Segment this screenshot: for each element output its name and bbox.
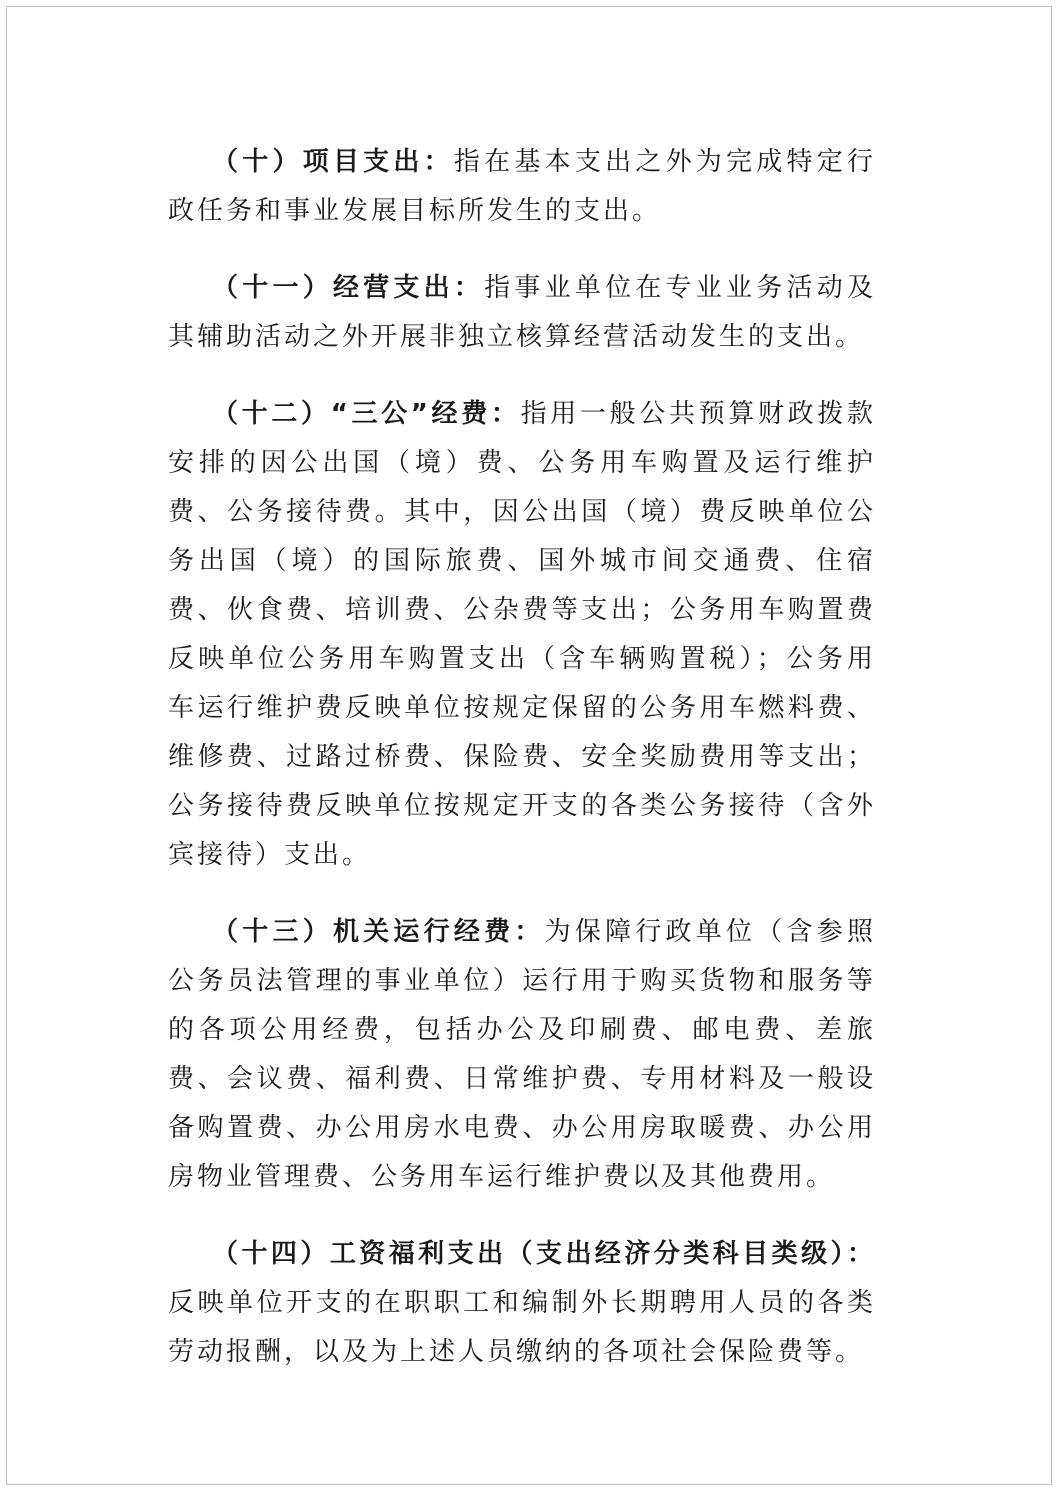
paragraph-three-public-expenses bbox=[168, 390, 876, 880]
term-definition: 指在基本支出之外为完成特定行政任务和事业发展目标所发生的支出。 bbox=[168, 147, 876, 226]
document-body bbox=[168, 138, 876, 1405]
term-heading: （十二）“三公”经费： bbox=[212, 399, 521, 429]
paragraph-project-expenditure bbox=[168, 138, 876, 236]
term-heading: （十）项目支出： bbox=[212, 147, 454, 177]
paragraph-wages-benefits bbox=[168, 1230, 876, 1377]
term-definition: 为保障行政单位（含参照公务员法管理的事业单位）运行用于购买货物和服务等的各项公用经费，包括办公及印刷费、邮电费、差旅费、会议费、福利费、日常维护费、专用材料及一般设备购置费、办公用房水电费、办公用房取暖费、办公用房物业管理费、公务用车运行维护费以及其他费用。 bbox=[168, 917, 876, 1192]
paragraph-agency-operating-funds bbox=[168, 908, 876, 1202]
term-heading: （十一）经营支出： bbox=[212, 273, 485, 303]
term-heading: （十三）机关运行经费： bbox=[212, 917, 545, 947]
paragraph-operating-expenditure bbox=[168, 264, 876, 362]
term-definition: 反映单位开支的在职职工和编制外长期聘用人员的各类劳动报酬，以及为上述人员缴纳的各项社会保险费等。 bbox=[168, 1288, 876, 1367]
term-heading: （十四）工资福利支出（支出经济分类科目类级）： bbox=[212, 1239, 876, 1269]
term-definition: 指用一般公共预算财政拨款安排的因公出国（境）费、公务用车购置及运行维护费、公务接待费。其中，因公出国（境）费反映单位公务出国（境）的国际旅费、国外城市间交通费、住宿费、伙食费、培训费、公杂费等支出；公务用车购置费反映单位公务用车购置支出（含车辆购置税）；公务用车运行维护费反映单位按规定保留的公务用车燃料费、维修费、过路过桥费、保险费、安全奖励费用等支出；公务接待费反映单位按规定开支的各类公务接待（含外宾接待）支出。 bbox=[168, 399, 876, 870]
term-definition: 指事业单位在专业业务活动及其辅助活动之外开展非独立核算经营活动发生的支出。 bbox=[168, 273, 876, 352]
